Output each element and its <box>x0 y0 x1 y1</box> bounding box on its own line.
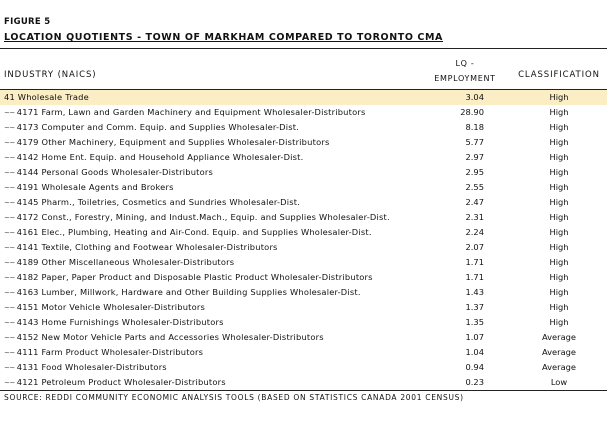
industry-name-text: 4179 Other Machinery, Equipment and Supplies Wholesaler-Distributors <box>16 137 330 147</box>
industry-name <box>4 360 167 376</box>
industry-name <box>4 315 224 331</box>
industry-name-text: 4191 Wholesale Agents and Brokers <box>16 182 174 192</box>
lq-value: 2.31 <box>465 212 484 222</box>
table-row <box>0 90 607 105</box>
classification-value: High <box>549 182 569 192</box>
table-row <box>0 375 607 390</box>
industry-name <box>4 375 226 391</box>
industry-name-text: 41 Wholesale Trade <box>4 92 89 102</box>
industry-name <box>4 300 205 316</box>
indent-marker: ~~ <box>4 199 15 207</box>
industry-name <box>4 255 234 271</box>
indent-marker: ~~ <box>4 259 15 267</box>
table-row <box>0 225 607 240</box>
indent-marker: ~~ <box>4 154 15 162</box>
industry-name <box>4 180 174 196</box>
lq-value: 1.43 <box>465 287 484 297</box>
table-row <box>0 195 607 210</box>
table-row <box>0 105 607 120</box>
bottom-rule <box>0 390 607 391</box>
indent-marker: ~~ <box>4 319 15 327</box>
source-note: SOURCE: REDDI COMMUNITY ECONOMIC ANALYSIS TOOLS (BASED ON STATISTICS CANADA 2001 CENSUS) <box>4 393 464 402</box>
industry-name <box>4 195 300 211</box>
table-row <box>0 300 607 315</box>
table-row <box>0 360 607 375</box>
industry-name <box>4 285 361 301</box>
classification-value: High <box>549 212 569 222</box>
table-row <box>0 315 607 330</box>
header-classification: CLASSIFICATION <box>518 70 600 80</box>
indent-marker: ~~ <box>4 214 15 222</box>
indent-marker: ~~ <box>4 304 15 312</box>
classification-value: High <box>549 152 569 162</box>
lq-value: 1.04 <box>465 347 484 357</box>
indent-marker: ~~ <box>4 109 15 117</box>
industry-name <box>4 330 324 346</box>
industry-name-text: 4144 Personal Goods Wholesaler-Distributors <box>16 167 214 177</box>
classification-value: High <box>549 257 569 267</box>
table-row <box>0 165 607 180</box>
industry-name-text: 4145 Pharm., Toiletries, Cosmetics and Sundries Wholesaler-Dist. <box>16 197 301 207</box>
table-row <box>0 255 607 270</box>
industry-name <box>4 90 89 105</box>
classification-value: High <box>549 137 569 147</box>
indent-marker: ~~ <box>4 379 15 387</box>
industry-name-text: 4131 Food Wholesaler-Distributors <box>16 362 167 372</box>
industry-name <box>4 225 372 241</box>
indent-marker: ~~ <box>4 169 15 177</box>
industry-name-text: 4172 Const., Forestry, Mining, and Indust.Mach., Equip. and Supplies Wholesaler-Dist. <box>16 212 390 222</box>
industry-name-text: 4171 Farm, Lawn and Garden Machinery and Equipment Wholesaler-Distributors <box>16 107 366 117</box>
lq-value: 1.37 <box>465 302 484 312</box>
classification-value: High <box>549 287 569 297</box>
header-lq-line1: LQ - <box>455 59 475 68</box>
industry-name <box>4 210 390 226</box>
lq-value: 3.04 <box>465 92 484 102</box>
industry-name-text: 4163 Lumber, Millwork, Hardware and Other Building Supplies Wholesaler-Dist. <box>16 287 361 297</box>
indent-marker: ~~ <box>4 139 15 147</box>
lq-value: 2.07 <box>465 242 484 252</box>
lq-value: 1.71 <box>465 257 484 267</box>
lq-value: 0.23 <box>465 377 484 387</box>
industry-name <box>4 105 366 121</box>
header-lq-line2: EMPLOYMENT <box>434 74 496 83</box>
industry-name-text: 4152 New Motor Vehicle Parts and Accessories Wholesaler-Distributors <box>16 332 324 342</box>
classification-value: High <box>549 122 569 132</box>
indent-marker: ~~ <box>4 124 15 132</box>
lq-value: 8.18 <box>465 122 484 132</box>
industry-name-text: 4111 Farm Product Wholesaler-Distributors <box>16 347 204 357</box>
indent-marker: ~~ <box>4 364 15 372</box>
classification-value: High <box>549 92 569 102</box>
industry-name-text: 4141 Textile, Clothing and Footwear Wholesaler-Distributors <box>16 242 278 252</box>
industry-name-text: 4143 Home Furnishings Wholesaler-Distributors <box>16 317 224 327</box>
indent-marker: ~~ <box>4 289 15 297</box>
table-row <box>0 345 607 360</box>
indent-marker: ~~ <box>4 184 15 192</box>
industry-name <box>4 150 303 166</box>
industry-name <box>4 120 299 136</box>
industry-name-text: 4161 Elec., Plumbing, Heating and Air-Cond. Equip. and Supplies Wholesaler-Dist. <box>16 227 372 237</box>
classification-value: High <box>549 107 569 117</box>
table-row <box>0 180 607 195</box>
industry-name <box>4 270 373 286</box>
industry-name <box>4 345 203 361</box>
industry-name <box>4 165 213 181</box>
industry-name-text: 4173 Computer and Comm. Equip. and Supplies Wholesaler-Dist. <box>16 122 300 132</box>
table-row <box>0 270 607 285</box>
industry-name <box>4 240 278 256</box>
table-row <box>0 135 607 150</box>
figure-label: FIGURE 5 <box>4 17 51 27</box>
table-row <box>0 210 607 225</box>
industry-name-text: 4121 Petroleum Product Wholesaler-Distributors <box>16 377 226 387</box>
header-industry: INDUSTRY (NAICS) <box>4 70 97 80</box>
classification-value: Low <box>550 377 568 387</box>
industry-name <box>4 135 329 151</box>
lq-value: 2.55 <box>465 182 484 192</box>
lq-table <box>0 90 607 390</box>
lq-value: 0.94 <box>465 362 484 372</box>
industry-name-text: 4151 Motor Vehicle Wholesaler-Distributors <box>16 302 206 312</box>
classification-value: High <box>549 302 569 312</box>
classification-value: Average <box>541 332 577 342</box>
classification-value: High <box>549 272 569 282</box>
table-row <box>0 120 607 135</box>
table-row <box>0 150 607 165</box>
lq-value: 28.90 <box>460 107 484 117</box>
industry-name-text: 4189 Other Miscellaneous Wholesaler-Distributors <box>16 257 235 267</box>
lq-value: 1.07 <box>465 332 484 342</box>
lq-value: 2.24 <box>465 227 484 237</box>
classification-value: High <box>549 242 569 252</box>
classification-value: High <box>549 227 569 237</box>
top-rule <box>0 48 607 49</box>
lq-value: 5.77 <box>465 137 484 147</box>
classification-value: High <box>549 167 569 177</box>
lq-value: 2.97 <box>465 152 484 162</box>
indent-marker: ~~ <box>4 229 15 237</box>
classification-value: Average <box>541 347 577 357</box>
indent-marker: ~~ <box>4 274 15 282</box>
lq-value: 1.71 <box>465 272 484 282</box>
industry-name-text: 4182 Paper, Paper Product and Disposable Plastic Product Wholesaler-Distributors <box>16 272 373 282</box>
classification-value: High <box>549 317 569 327</box>
classification-value: Average <box>541 362 577 372</box>
classification-value: High <box>549 197 569 207</box>
industry-name-text: 4142 Home Ent. Equip. and Household Appliance Wholesaler-Dist. <box>16 152 304 162</box>
lq-value: 1.35 <box>465 317 484 327</box>
header-lq <box>430 56 500 86</box>
indent-marker: ~~ <box>4 334 15 342</box>
table-row <box>0 330 607 345</box>
table-row <box>0 285 607 300</box>
table-row <box>0 240 607 255</box>
indent-marker: ~~ <box>4 244 15 252</box>
lq-value: 2.47 <box>465 197 484 207</box>
lq-value: 2.95 <box>465 167 484 177</box>
figure-title: LOCATION QUOTIENTS - TOWN OF MARKHAM COMPARED TO TORONTO CMA <box>4 32 443 43</box>
indent-marker: ~~ <box>4 349 15 357</box>
